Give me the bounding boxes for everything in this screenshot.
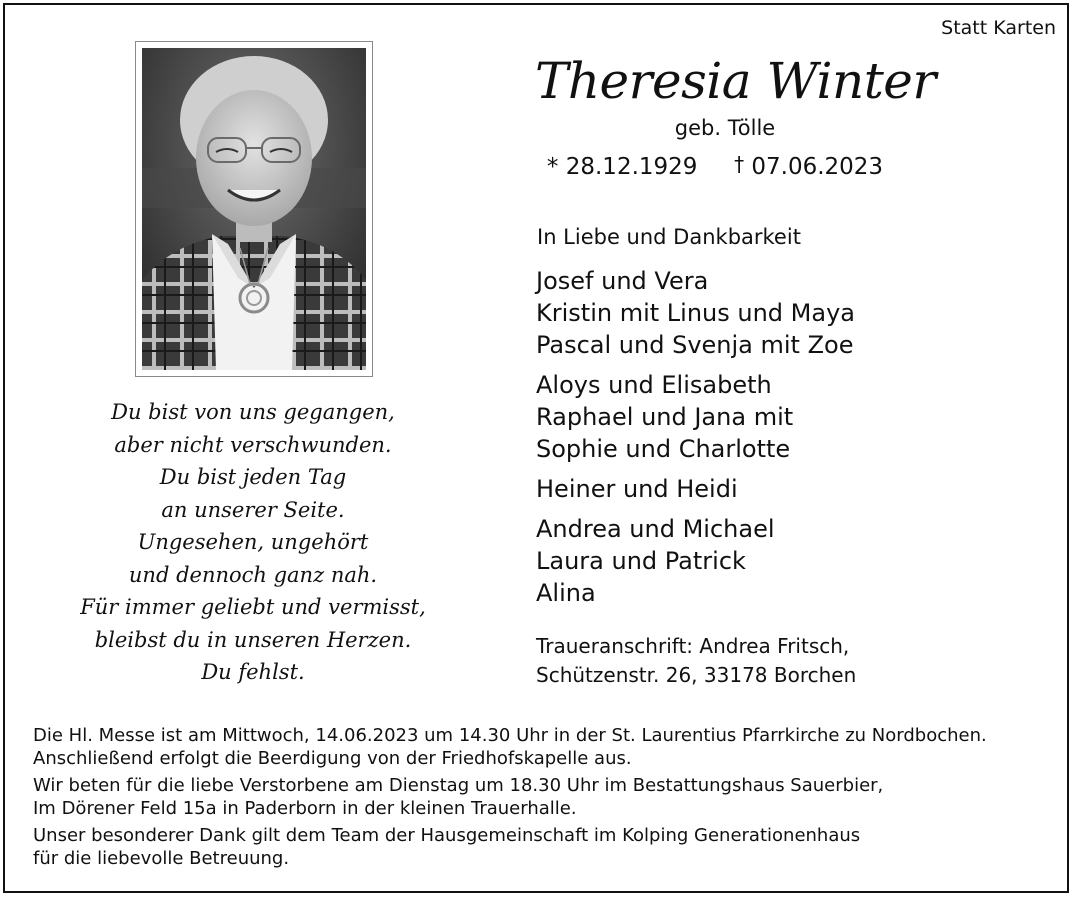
family-line: Aloys und Elisabeth xyxy=(536,371,772,399)
family-line: Laura und Patrick xyxy=(536,547,746,575)
memorial-poem xyxy=(80,396,426,689)
poem-line: Du bist jeden Tag xyxy=(159,465,347,489)
family-group xyxy=(536,369,855,465)
family-group xyxy=(536,513,855,609)
note-line: Anschließend erfolgt die Beerdigung von der Friedhofskapelle aus. xyxy=(33,748,632,769)
portrait-frame xyxy=(135,41,373,377)
note-block xyxy=(33,824,987,870)
note-line: Unser besonderer Dank gilt dem Team der Hausgemeinschaft im Kolping Generationenhaus xyxy=(33,825,861,846)
note-line: Wir beten für die liebe Verstorbene am Dienstag um 18.30 Uhr im Bestattungshaus Sauerbier, xyxy=(33,775,884,796)
statt-karten-label: Statt Karten xyxy=(941,17,1056,39)
birth-mark: * xyxy=(546,154,559,180)
mourning-address xyxy=(536,632,856,690)
cross-icon: † xyxy=(734,152,745,176)
birth-date: 28.12.1929 xyxy=(565,154,698,180)
family-group xyxy=(536,473,855,505)
family-line: Alina xyxy=(536,579,596,607)
poem-line: Du bist von uns gegangen, xyxy=(111,400,395,424)
poem-line: Du fehlst. xyxy=(201,660,305,684)
family-line: Josef und Vera xyxy=(536,267,709,295)
family-group xyxy=(536,265,855,361)
family-line: Kristin mit Linus und Maya xyxy=(536,299,855,327)
death-date: 07.06.2023 xyxy=(751,154,884,180)
address-line: Schützenstr. 26, 33178 Borchen xyxy=(536,663,857,687)
note-line: Die Hl. Messe ist am Mittwoch, 14.06.2023 um 14.30 Uhr in der St. Laurentius Pfarrkirche zu Nordbochen. xyxy=(33,725,987,746)
poem-line: bleibst du in unseren Herzen. xyxy=(94,627,412,652)
note-block xyxy=(33,774,987,820)
portrait-photo xyxy=(142,48,366,370)
family-line: Raphael und Jana mit xyxy=(536,403,794,431)
family-line: Heiner und Heidi xyxy=(536,475,738,503)
family-line: Pascal und Svenja mit Zoe xyxy=(536,331,854,359)
poem-line: Für immer geliebt und vermisst, xyxy=(80,595,426,619)
family-line: Sophie und Charlotte xyxy=(536,435,791,463)
mourners-intro: In Liebe und Dankbarkeit xyxy=(537,225,801,249)
birth-name: geb. Tölle xyxy=(674,116,776,140)
mourners-list xyxy=(536,265,855,617)
poem-line: Ungesehen, ungehört xyxy=(137,530,369,554)
address-line: Traueranschrift: Andrea Fritsch, xyxy=(536,634,850,658)
service-notes xyxy=(33,724,987,874)
poem-line: an unserer Seite. xyxy=(161,497,345,522)
life-dates xyxy=(535,152,895,180)
poem-line: und dennoch ganz nah. xyxy=(128,562,378,587)
family-line: Andrea und Michael xyxy=(536,515,775,543)
deceased-name: Theresia Winter xyxy=(535,52,936,110)
note-line: Im Dörener Feld 15a in Paderborn in der kleinen Trauerhalle. xyxy=(33,798,577,819)
note-block xyxy=(33,724,987,770)
note-line: für die liebevolle Betreuung. xyxy=(33,848,290,869)
poem-line: aber nicht verschwunden. xyxy=(114,432,392,457)
